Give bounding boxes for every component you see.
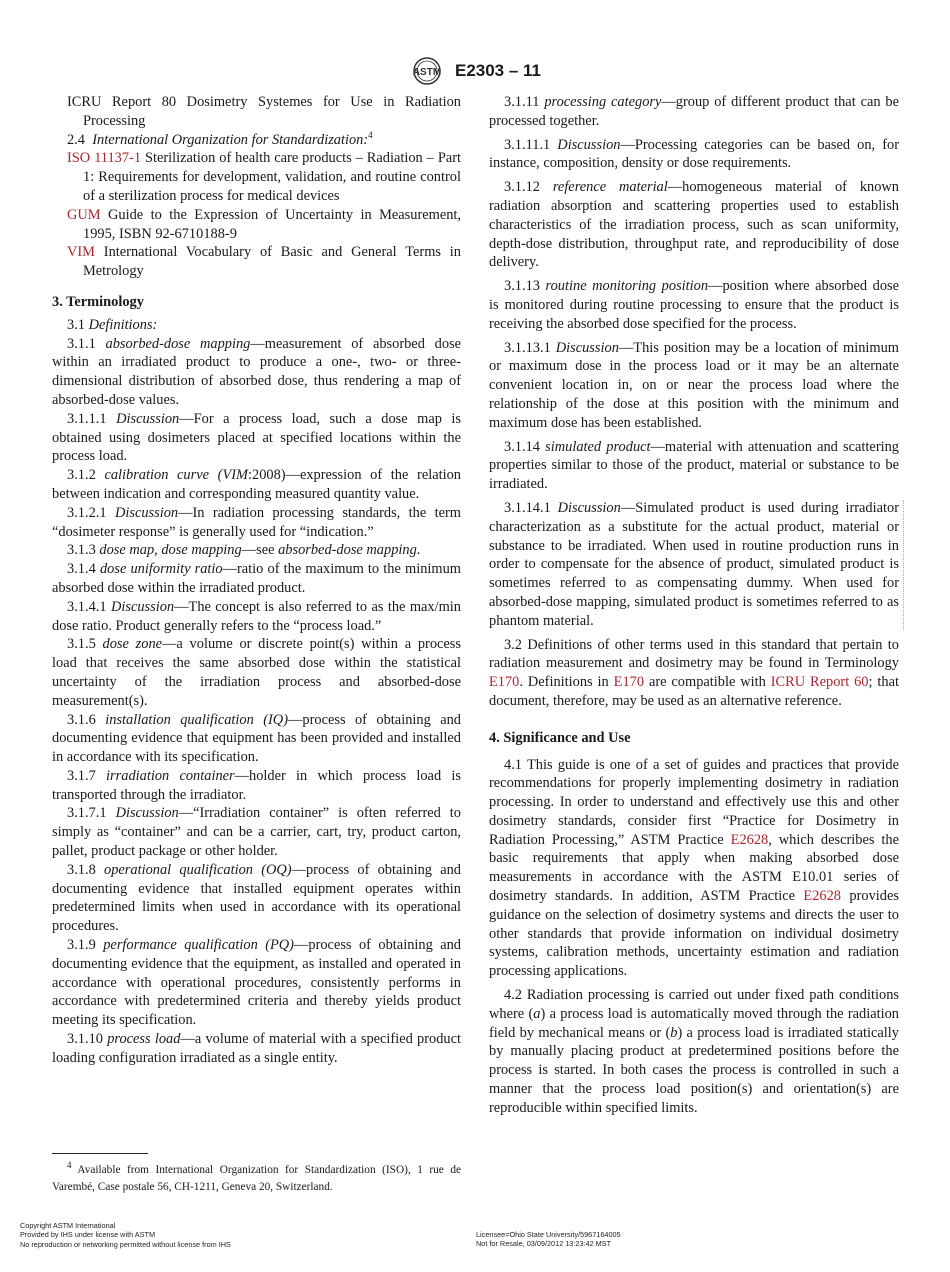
definition-3-1-4: 3.1.4 dose uniformity ratio—ratio of the maximum to the minimum absorbed dose within the irradiated product. (52, 561, 461, 596)
discussion-3-1-7-1: 3.1.7.1 Discussion—“Irradiation container” is often referred to simply as “container” and can be a carrier, cart, try, product carton, pallet, product package or other holder. (52, 805, 461, 860)
paragraph-4-1: 4.1 This guide is one of a set of guides and practices that provide recommendations for properly implementing dosimetry in radiation processing. In order to understand and effectively use this and other dosimetry standards, consider first “Practice for Dosimetry in Radiation Processing,” ASTM Practice E2628, which describes the basic requirements that apply when making absorbed dose measurements in accordance with the ASTM E10.01 series of dosimetry standards. In addition, ASTM Practice E2628 provides guidance on the selection of dosimetry systems and directs the user to other standards that provide information on individual dosimetry systems, calibration methods, uncertainty estimation and radiation processing applications. (489, 756, 899, 980)
astm-logo (409, 56, 445, 86)
margin-mark (903, 500, 905, 630)
section-3-heading: 3. Terminology (52, 293, 144, 310)
definition-3-1-9: 3.1.9 performance qualification (PQ)—process of obtaining and documenting evidence that the equipment, as installed and operated in accordance with operational procedures, consistently performs in accordance with predetermined criteria and thereby yields product meeting its specification. (52, 937, 461, 1029)
icru60-link[interactable]: ICRU Report 60 (770, 674, 869, 691)
footer-copyright: Copyright ASTM International Provided by IHS under license with ASTM No reproduction or networking permitted without license from IHS (20, 1221, 231, 1249)
paragraph-3-2: 3.2 Definitions of other terms used in this standard that pertain to radiation measurement and dosimetry may be found in Terminology E170. Definitions in E170 are compatible with ICRU Report 60; that document, therefore, may be used as an alternative reference. (489, 636, 899, 709)
standard-designation: E2303 – 11 (454, 61, 542, 80)
subsection-iso: 2.4 International Organization for Standardization:$^4$ (67, 129, 373, 148)
reference-gum: GUM Guide to the Expression of Uncertainty in Measurement, 1995, ISBN 92-6710188-9 (67, 206, 461, 242)
e170-link-2[interactable]: E170 (613, 674, 645, 691)
footnote-divider (52, 1153, 148, 1154)
definition-3-1-7: 3.1.7 irradiation container—holder in which process load is transported through the irradiator. (52, 767, 461, 803)
discussion-3-1-13-1: 3.1.13.1 Discussion—This position may be a location of minimum or maximum dose in the process load or it may be an alternate convenient location in, on or near the process load where the relationship of the dose at this position with the minimum and maximum dose has been established. (489, 339, 899, 431)
definition-3-1-2: 3.1.2 calibration curve (VIM:2008)—expression of the relation between indication and corresponding measured quantity value. (52, 467, 461, 502)
footer-license: Licensee=Ohio State University/5967164005 Not for Resale, 03/09/2012 13:23:42 MST (476, 1230, 621, 1249)
discussion-3-1-14-1: 3.1.14.1 Discussion—Simulated product is used during irradiator characterization as a substitute for the actual product, material or substance to be irradiated. When used in routine production runs in order to compensate for the absence of product, simulated product is sometimes referred to as compensating dummy. When used for absorbed-dose mapping, simulated product is sometimes referred to as phantom material. (489, 499, 900, 629)
discussion-3-1-11-1: 3.1.11.1 Discussion—Processing categories can be based on, for instance, composition, density or dose requirements. (489, 136, 899, 172)
discussion-3-1-4-1: 3.1.4.1 Discussion—The concept is also referred to as the max/min dose ratio. Product generally refers to the “process load.” (52, 598, 461, 634)
left-column (52, 93, 461, 1068)
paragraph-4-2: 4.2 Radiation processing is carried out under fixed path conditions where (a) a process load is automatically moved through the radiation field by mechanical means or (b) a process load is irradiated statically by manually placing product at predetermined positions before the process is started. In both cases the process is controlled in such a manner that the process load position(s) and orientation(s) are reproducible within specified limits. (489, 987, 899, 1116)
definition-3-1-11: 3.1.11 processing category—group of different product that can be processed together. (489, 94, 900, 129)
reference-iso11137: ISO 11137-1 Sterilization of health care products – Radiation – Part 1: Requirements for development, validation, and routine control of a sterilization process for medical devices (67, 150, 461, 204)
definition-3-1-1: 3.1.1 absorbed-dose mapping—measurement of absorbed dose within an irradiated product to produce a one-, two- or three-dimensional distribution of absorbed dose, thus rendering a map of absorbed-dose values. (52, 335, 462, 408)
definition-3-1-12: 3.1.12 reference material—homogeneous material of known radiation absorption and scattering properties used to establish characteristics of the irradiation process, such as scan uniformity, depth-dose distribution, throughput rate, and reproducibility of dose delivery. (489, 179, 900, 271)
definition-3-1-5: 3.1.5 dose zone—a volume or discrete point(s) within a process load that receives the same absorbed dose within the statistical uncertainty of the irradiation process and absorbed-dose measurement(s). (52, 636, 461, 709)
page-header (0, 56, 950, 86)
section-4-heading: 4. Significance and Use (489, 729, 631, 746)
e2628-link[interactable]: E2628 (730, 831, 769, 848)
definition-3-1-13: 3.1.13 routine monitoring position—position where absorbed dose is monitored during routine processing to ensure that the product is receiving the absorbed dose specified for the process. (489, 278, 900, 332)
discussion-3-1-2-1: 3.1.2.1 Discussion—In radiation processing standards, the term “dosimeter response” is generally used for “indication.” (52, 504, 461, 540)
reference-icru80: ICRU Report 80 Dosimetry Systemes for Use in Radiation Processing (67, 94, 461, 129)
definition-3-1-10: 3.1.10 process load—a volume of material with a specified product loading configuration irradiated as a single entity. (52, 1031, 461, 1066)
iso11137-link[interactable]: ISO 11137-1 (67, 150, 142, 167)
e2628-link-2[interactable]: E2628 (803, 888, 841, 905)
definition-3-1-6: 3.1.6 installation qualification (IQ)—process of obtaining and documenting evidence that equipment has been provided and installed in accordance with its specification. (52, 711, 461, 766)
footnote-4: $^4$ Available from International Organization for Standardization (ISO), 1 rue de Varembé, Case postale 56, CH-1211, Geneva 20, Switzerland. (52, 1160, 461, 1193)
discussion-3-1-1-1: 3.1.1.1 Discussion—For a process load, such a dose map is obtained using dosimeters placed at specified locations within the process load. (52, 410, 462, 465)
vim-link[interactable]: VIM (67, 244, 95, 261)
definitions-heading: 3.1 Definitions: (67, 316, 158, 333)
definition-3-1-8: 3.1.8 operational qualification (OQ)—process of obtaining and documenting evidence that installed equipment operates within predetermined limits when used in accordance with its operational procedures. (52, 861, 461, 935)
definition-3-1-3: 3.1.3 dose map, dose mapping—see absorbed-dose mapping. (67, 542, 421, 559)
right-column (489, 93, 899, 1118)
definition-3-1-14: 3.1.14 simulated product—material with attenuation and scattering properties similar to those of the product, material or substance to be irradiated. (489, 438, 899, 493)
e170-link[interactable]: E170 (489, 674, 520, 691)
gum-link[interactable]: GUM (67, 206, 101, 223)
svg-text:ASTM: ASTM (412, 67, 442, 78)
reference-vim: VIM International Vocabulary of Basic and General Terms in Metrology (67, 244, 461, 280)
